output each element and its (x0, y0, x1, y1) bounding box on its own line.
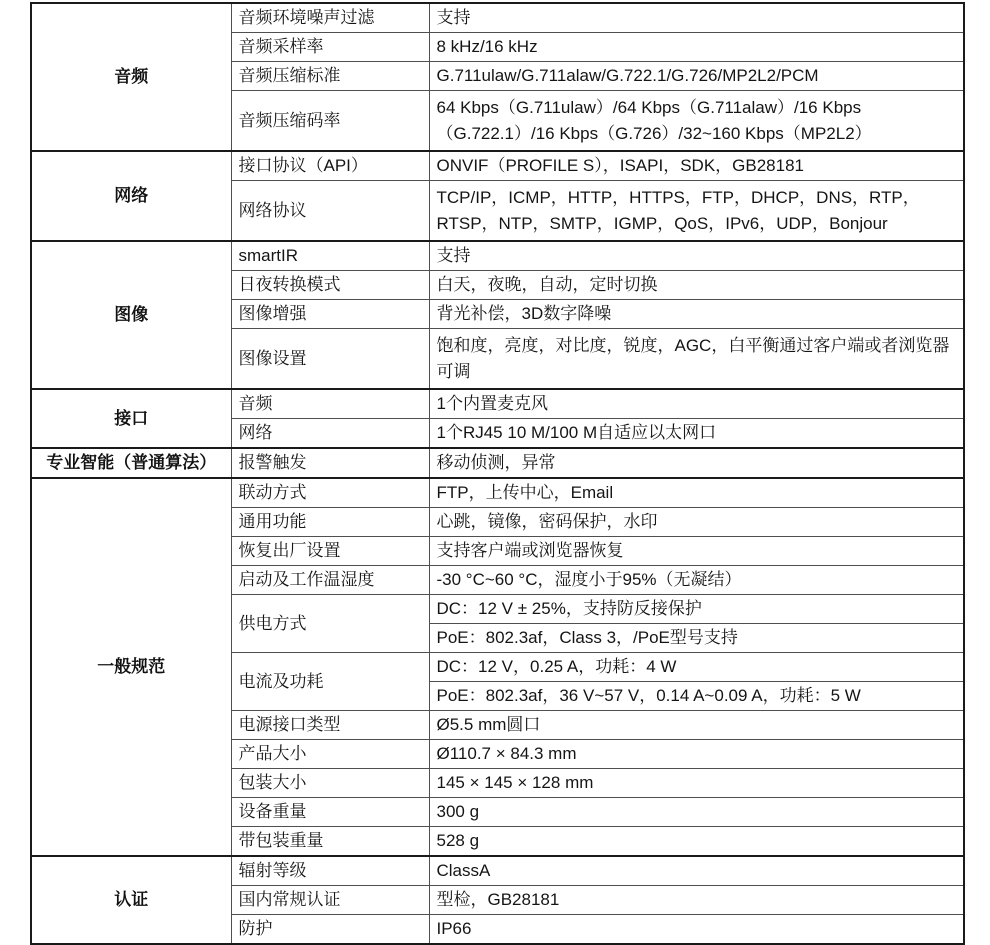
spec-value: ClassA (429, 856, 964, 886)
spec-value: 背光补偿，3D数字降噪 (429, 300, 964, 329)
spec-value: 8 kHz/16 kHz (429, 33, 964, 62)
spec-value: 支持 (429, 241, 964, 271)
spec-label: 启动及工作温湿度 (231, 566, 429, 595)
spec-value: 528 g (429, 827, 964, 857)
spec-label: 图像设置 (231, 329, 429, 390)
category-cell: 图像 (31, 241, 231, 389)
spec-value: DC：12 V ± 25%，支持防反接保护 (429, 595, 964, 624)
spec-value: FTP，上传中心，Email (429, 478, 964, 508)
spec-label: 辐射等级 (231, 856, 429, 886)
category-cell: 专业智能（普通算法） (31, 448, 231, 478)
spec-value: DC：12 V，0.25 A，功耗：4 W (429, 653, 964, 682)
spec-value: 饱和度，亮度，对比度，锐度，AGC，白平衡通过客户端或者浏览器可调 (429, 329, 964, 390)
spec-value: 145 × 145 × 128 mm (429, 769, 964, 798)
spec-label: 产品大小 (231, 740, 429, 769)
spec-value: 64 Kbps（G.711ulaw）/64 Kbps（G.711alaw）/16 Kbps（G.722.1）/16 Kbps（G.726）/32~160 Kbps（MP2L2） (429, 91, 964, 152)
spec-label: 网络 (231, 419, 429, 449)
spec-label: 音频压缩标准 (231, 62, 429, 91)
spec-value: 300 g (429, 798, 964, 827)
category-cell: 接口 (31, 389, 231, 448)
spec-value: 1个内置麦克风 (429, 389, 964, 419)
spec-value: Ø5.5 mm圆口 (429, 711, 964, 740)
spec-value: 1个RJ45 10 M/100 M自适应以太网口 (429, 419, 964, 449)
spec-value: TCP/IP，ICMP，HTTP，HTTPS，FTP，DHCP，DNS，RTP，RTSP，NTP，SMTP，IGMP，QoS，IPv6，UDP，Bonjour (429, 181, 964, 242)
spec-value: Ø110.7 × 84.3 mm (429, 740, 964, 769)
spec-label: 接口协议（API） (231, 151, 429, 181)
spec-label: 通用功能 (231, 508, 429, 537)
spec-label: 音频压缩码率 (231, 91, 429, 152)
spec-label: 包装大小 (231, 769, 429, 798)
spec-label: 电源接口类型 (231, 711, 429, 740)
spec-value: 支持客户端或浏览器恢复 (429, 537, 964, 566)
spec-value: 白天，夜晚，自动，定时切换 (429, 271, 964, 300)
spec-label: 带包装重量 (231, 827, 429, 857)
spec-table-body (31, 3, 964, 944)
spec-label: 音频采样率 (231, 33, 429, 62)
category-cell: 网络 (31, 151, 231, 241)
spec-label: 供电方式 (231, 595, 429, 653)
spec-value: 型检，GB28181 (429, 886, 964, 915)
spec-label: 恢复出厂设置 (231, 537, 429, 566)
spec-value: PoE：802.3af，36 V~57 V，0.14 A~0.09 A，功耗：5 W (429, 682, 964, 711)
spec-label: 联动方式 (231, 478, 429, 508)
spec-value: -30 °C~60 °C，湿度小于95%（无凝结） (429, 566, 964, 595)
category-cell: 认证 (31, 856, 231, 944)
spec-value: 心跳，镜像，密码保护，水印 (429, 508, 964, 537)
spec-label: 国内常规认证 (231, 886, 429, 915)
spec-value: IP66 (429, 915, 964, 945)
spec-value: 支持 (429, 3, 964, 33)
spec-label: 防护 (231, 915, 429, 945)
spec-value: ONVIF（PROFILE S），ISAPI，SDK，GB28181 (429, 151, 964, 181)
category-cell: 音频 (31, 3, 231, 151)
spec-label: smartIR (231, 241, 429, 271)
spec-label: 网络协议 (231, 181, 429, 242)
spec-value: 移动侦测，异常 (429, 448, 964, 478)
category-cell: 一般规范 (31, 478, 231, 856)
spec-label: 图像增强 (231, 300, 429, 329)
spec-label: 音频环境噪声过滤 (231, 3, 429, 33)
spec-label: 电流及功耗 (231, 653, 429, 711)
spec-label: 日夜转换模式 (231, 271, 429, 300)
spec-value: PoE：802.3af，Class 3，/PoE型号支持 (429, 624, 964, 653)
spec-label: 设备重量 (231, 798, 429, 827)
spec-value: G.711ulaw/G.711alaw/G.722.1/G.726/MP2L2/PCM (429, 62, 964, 91)
spec-label: 报警触发 (231, 448, 429, 478)
spec-label: 音频 (231, 389, 429, 419)
spec-table (30, 2, 965, 945)
